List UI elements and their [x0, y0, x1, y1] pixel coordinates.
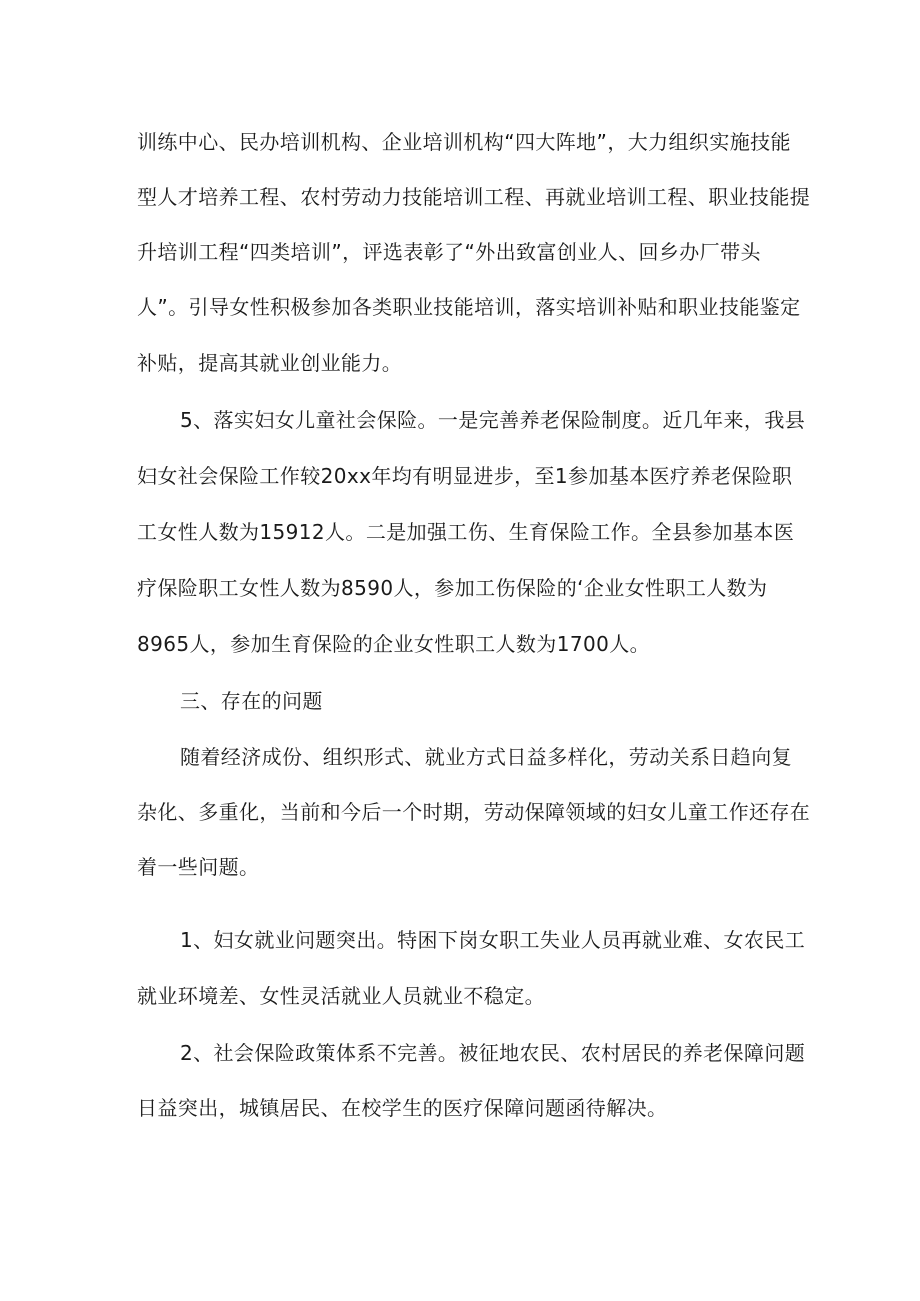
paragraph-1-line-3: 升培训工程“四类培训”，评选表彰了“外出致富创业人、回乡办厂带头	[137, 240, 761, 264]
paragraph-1-line-4: 人”。引导女性积极参加各类职业技能培训，落实培训补贴和职业技能鉴定	[137, 295, 801, 319]
paragraph-5-line-1: 2、社会保险政策体系不完善。被征地农民、农村居民的养老保障问题	[180, 1041, 806, 1065]
paragraph-4-line-1: 1、妇女就业问题突出。特困下岗女职工失业人员再就业难、女农民工	[180, 928, 806, 952]
paragraph-1-line-2: 型人才培养工程、农村劳动力技能培训工程、再就业培训工程、职业技能提	[137, 185, 811, 209]
paragraph-2-line-2: 妇女社会保险工作较20xx年均有明显进步，至1参加基本医疗养老保险职	[137, 464, 793, 488]
paragraph-4-line-2: 就业环境差、女性灵活就业人员就业不稳定。	[137, 984, 545, 1008]
section-heading: 三、存在的问题	[180, 689, 323, 713]
paragraph-3-line-3: 着一些问题。	[137, 855, 260, 879]
paragraph-3-line-1: 随着经济成份、组织形式、就业方式日益多样化，劳动关系日趋向复	[180, 745, 792, 769]
paragraph-2-line-5: 8965人，参加生育保险的企业女性职工人数为1700人。	[137, 632, 650, 656]
paragraph-5-line-2: 日益突出，城镇居民、在校学生的医疗保障问题函待解决。	[137, 1096, 668, 1120]
paragraph-2-line-1: 5、落实妇女儿童社会保险。一是完善养老保险制度。近几年来，我县	[180, 408, 806, 432]
paragraph-1-line-5: 补贴，提高其就业创业能力。	[137, 351, 403, 375]
paragraph-3-line-2: 杂化、多重化，当前和今后一个时期，劳动保障领域的妇女儿童工作还存在	[137, 800, 811, 824]
paragraph-1-line-1: 训练中心、民办培训机构、企业培训机构“四大阵地”，大力组织实施技能	[137, 130, 791, 154]
paragraph-2-line-4: 疗保险职工女性人数为8590人，参加工伤保险的‘企业女性职工人数为	[137, 576, 768, 600]
paragraph-2-line-3: 工女性人数为15912人。二是加强工伤、生育保险工作。全县参加基本医	[137, 520, 795, 544]
